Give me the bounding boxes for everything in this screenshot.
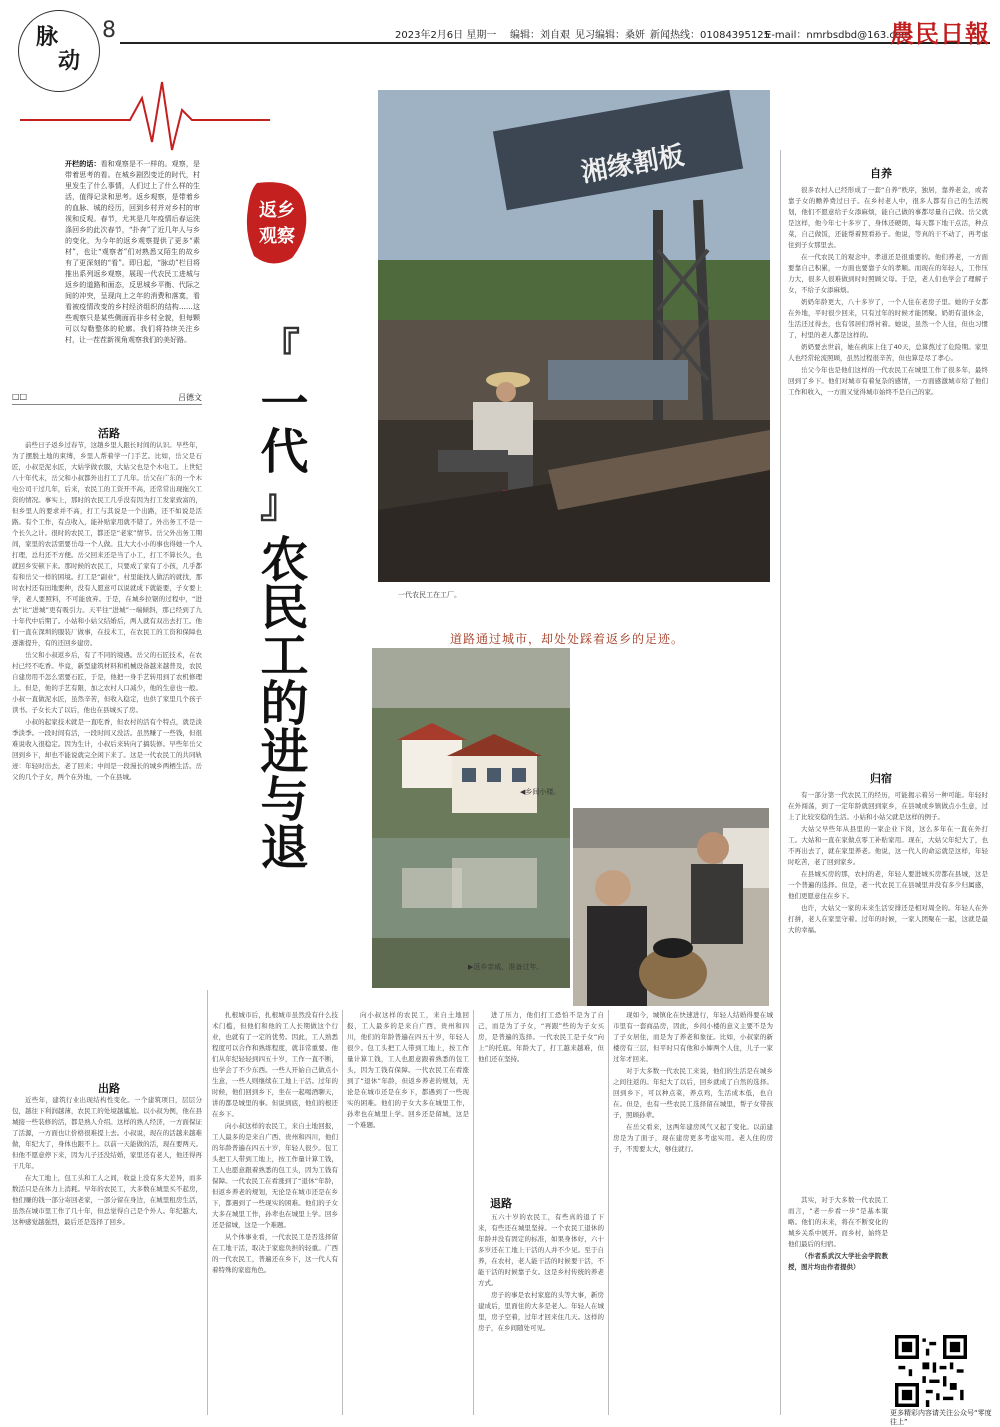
column-rule (207, 990, 208, 1415)
headline-rest: 农民工的进与退 (252, 534, 308, 870)
body-column-5 (613, 1010, 773, 1417)
paragraph: 对于大多数一代农民工来说，他们的生活是在城乡之间往返的。年纪大了以后，回乡就成了自然的选择。回到乡下，可以种点菜，养点鸡，生活成本低，也自在。但是，也有一些农民工选择留在城里，帮子女带孩子，照顾孙辈。 (613, 1067, 773, 1119)
body-column-2 (212, 1010, 338, 1417)
headline-open-quote: 『 (260, 324, 300, 371)
masthead (0, 0, 1000, 80)
photo-workshop-caption: 一代农民工在工厂。 (398, 591, 461, 599)
paragraph: 岳父今年也是他们这样的一代农民工在城里工作了很多年，最终回到了乡下。他们对城市有着复杂的感情，一方面感激城市给了他们工作和收入，一方面又觉得城市始终不是自己的家。 (788, 366, 988, 396)
body-column-1 (12, 440, 202, 1070)
seal-line-2: 观察 (259, 226, 295, 247)
body-column-4-top (478, 1010, 604, 1190)
subhead-huolu: 活路 (98, 427, 120, 440)
column-rule (473, 1010, 474, 1415)
qr-caption: 更多精彩内容请关注公众号“零度往上” (890, 1409, 992, 1426)
paragraph: 在县城买房的那，农村的老，年轻人要进城买房都在县城，这是一个普遍的选择。但是，老一代农民工在县城里并没有多少归属感，他们更愿意住在乡下。 (788, 870, 988, 900)
column-rule (608, 1010, 609, 1415)
paragraph: 现如今，城镇化在快速进行，年轻人结婚得要在城市里有一套商品房，因此，乡间小楼的意义主要不是为了子女居住，而是为了养老和象征。比如，小叔家的新楼房有三层，但平时只有他和小婶两个人住，儿子一家过年才回来。 (613, 1011, 773, 1063)
byline-rule (12, 404, 202, 405)
intro-lead: 开栏的话： (65, 159, 101, 168)
paragraph: 房子的事是农村家庭的头等大事，新房建成后，里面住的大多是老人。年轻人在城里，房子空着，过年才回来住几天。这样的房子，在乡间随处可见。 (478, 1291, 604, 1332)
column-intro (65, 158, 200, 346)
section-name-char-2: 动 (58, 48, 81, 74)
intro-text: 看和观察是不一样的。观察，是带着思考的看。在城乡剧烈变迁的时代，村里发生了什么事情，人们过上了什么样的生活，值得记录和思考。返乡观察，是带着乡的血脉、城的经历，回到乡村并对乡村的审视和反观。春节，尤其是几年疫情后春运洗涤回乡的此次春节，“扑奔”了近几年人与乡的变化，为今年的返乡观察提供了更多“素材”，也让“观察者”们对熟悉又陌生的故乡有了更深刻的“看”。即日起，“脉动”栏目将推出系列返乡观察，展现一代农民工进城与返乡的道路和面态，反思城乡平衡、代际之间的冲突，呈现向上之年的消费和落寞，看看被疫情改变的乡村经济组织的结构……这些观察只是某些侧面而非乡村全貌，但每颗可以勾勒整体的轮廓。我们将持续关注乡村，让一茬茬新视角观察我们的美好路。 (65, 160, 201, 344)
headline-close-quote: 』 (260, 480, 300, 527)
paragraph: 很多农村人已经形成了一套“自养”秩序，独居，靠养老金，或者靠子女的赡养费过日子。在乡村老人中，很多人都有自己的生活规划，他们不愿意给子女添麻烦，能自己做的事都尽量自己做。岳父就是这样，他今年七十多岁了，身体还硬朗，每天都下地干点活，种点菜，自己做饭，还能帮着照看孙子。他说，等真的干不动了，再考虑住到子女那里去。 (788, 186, 988, 249)
email: E-mail：nmrbsdbd@163.com (765, 30, 911, 41)
column-rule (780, 150, 781, 1415)
paragraph: 其实，对于大多数一代农民工而言，“老一步看一步”是基本策略。他们的未来，将在不断变化的城乡关系中展开。而乡村，始终是他们最后的归宿。 (788, 1196, 888, 1248)
paragraph: 向小叔这样的农民工，来自土地回报，工人最多的是来自广西、贵州和四川，他们的年龄普遍在四五十岁，年轻人很少。包工头把工人带到工地上，按工作量计算工钱，工人也愿意跟着熟悉的包工头，因为工钱有保障。一代农民工在看涨到了“退休”年龄，但返乡养老的规划，无论是在城市还是在乡下，都遇到了一些现实的困难。他们的子女大多在城里工作，孙辈也在城里上学。回乡还是留城，这是一个难题。 (212, 1122, 338, 1229)
paragraph: 在一代农民工的观念中，孝道还是很重要的。他们养老，一方面要靠自己积累，一方面也要靠子女的孝顺。而现在的年轻人，工作压力大，很多人很难做到时时照顾父母。于是，老人们也学会了理解子女，不给子女添麻烦。 (788, 253, 988, 294)
author-name: 吕德文 (178, 393, 202, 402)
column-rule (342, 1010, 343, 1415)
headline-quoted-word: 一代 (252, 378, 308, 474)
subhead-guisu: 归宿 (870, 772, 892, 785)
paragraph: 近些年，建筑行业出现结构性变化。一个建筑项目，层层分包，越往下利润越薄，农民工的处境越尴尬。以小叔为例，他在县城接一些装修的活，都是熟人介绍。这样的熟人经济，一方面保证了活源，一方面也让价格很难提上去。小叔说，现在的活越来越难做，年纪大了，身体也跟不上。以前一天能做的活，现在要两天。但他不愿意停下来，因为儿子还没结婚，家里还有老人，他还得再干几年。 (12, 1096, 202, 1170)
column-seal-icon (242, 178, 312, 268)
photo-village-house-caption: ◀乡间小楼。 (520, 788, 561, 796)
paragraph: 扎根城市后，扎根城市虽然没有什么技术门槛，但他们和他的工人长期做这个行业，也就有了一定的优势。因此，工人熟悉程度可以合作和熟练程度，就非常重要。他们从年纪轻轻到四五十岁，工作一直不断，也学会了不少东西。一些人开始自己做点小生意，一些人则继续在工地上干活。过年的时候，他们回到乡下，坐在一起喝酒聊天，讲的都是城里的事。但说到底，他们的根还在乡下。 (212, 1011, 338, 1118)
factory-sign-text: 湘缘割板 (578, 140, 687, 189)
issue-date: 2023年2月6日 星期一 (395, 30, 497, 41)
body-column-4-bottom (478, 1212, 604, 1417)
paragraph: 奶奶年龄更大，八十多岁了，一个人住在老房子里。她的子女都在外地，平时很少回来，只有过年的时候才能团聚。奶奶有退休金，生活还过得去，也有邻居们帮衬着。她说，虽然一个人住，但也习惯了，村里的老人都是这样的。 (788, 298, 988, 339)
trainee-editor: 见习编辑：桑妍 (575, 30, 645, 41)
author-note: （作者系武汉大学社会学院教授，图片均由作者提供） (788, 1252, 888, 1271)
seal-line-1: 返乡 (259, 200, 295, 221)
page-number: 8 (102, 18, 116, 43)
paragraph: 前些日子返乡过春节，这趟乡里人跟长时间的认识。早些年，为了摆脱土地的束缚，乡里人帮着学一门手艺。比如，岳父是石匠，小叔是泥水匠，大姑学做衣服，大姑父也是个木电工。上世纪八十年代末，岳父和小叔都外出打工了几年。岳父在广东的一个木电公司干过几年，后来，农民工的工资开不高，还常常出现拖欠工资的情况。事实上，那时的农民工几乎没有因为打工发家致富的，但乡里人的要求并不高，打工与其说是一个出路，还不如说是活路。有个工作，有点收入，能补贴家用就不错了。外出务工不是一个长久之计。很时的农民工，都还是“老家”情节。岳父外出务工期间，家里的农活需要岳母一个人做。且大大小小的事也得她一个人打理，总归还不方便。岳父回来还是当了小工，打工不算长久，也就回乡安顿下来。那时候的农民工，只要成了家有了小孩，几乎都有和岳父一样的困境。打工是“副业”，村里能找人做活的就找，那时农村还有田地要种，没有人愿意可以说就成下就能要，子女要上学，老人要照料，不可能放弃。于是，在城乡拉锯的过程中，“进去”比“进城”更有吸引力。天平往“进城”一端倾斜，那已经到了九十年代中后期了。小姑和小姑父结婚后，两人就有双出去打工。他们一直在深圳的服装厂做事，在技术工，在农民工的工资和保障也逐渐提升，有的还回乡建房。 (12, 441, 202, 647)
qr-code-icon[interactable] (895, 1335, 967, 1407)
paragraph: 从个体事业看，一代农民工是否选择留在工地干活，取决于家庭负担的轻重。广西的一代农民工，普遍还在乡下，这一代人有着特殊的家庭角色。 (212, 1233, 338, 1274)
photo-relatives (573, 808, 769, 1006)
editor: 编辑：刘自艰 (510, 30, 570, 41)
paragraph: 奶奶要去世前，她在病床上住了40天，总算熬过了危险期。家里人也经常轮流照顾，虽然过程很辛苦，但也算是尽了孝心。 (788, 343, 988, 362)
headline (250, 318, 310, 870)
paragraph: 向小叔这样的农民工，来自土地回报，工人最多的是来自广西、贵州和四川，他们的年龄普遍在四五十岁，年轻人很少。包工头把工人带到工地上，按工作量计算工钱，工人也愿意跟着熟悉的包工头，因为工钱有保障。一代农民工在看涨到了“退休”年龄，但返乡养老的规划，无论是在城市还是在乡下，都遇到了一些现实的困难。他们的子女大多在城里工作，孙辈也在城里上学。回乡还是留城，这是一个难题。 (347, 1011, 469, 1129)
news-hotline: 新闻热线：01084395125 (650, 30, 770, 41)
byline-label: □□ (12, 392, 28, 401)
paragraph: 岳父和小叔返乡后，有了不同的境遇。岳父的石匠技术，在农村已经不吃香。毕竟，新型建筑材料和机械设备越来越普及，农民自建房用不怎么需要石匠，于是，他把一身手艺转用到了农机修理上。但是，他的手艺有限，加之农村人口减少，他的生意也一般。小叔一直做泥水匠，虽然辛苦，但收入稳定，也供了家里几个孩子读书。子女长大了以后，他也在县城买了房。 (12, 651, 202, 714)
photo-village-house (372, 648, 570, 988)
paragraph: 也许，大姑父一家的未来生活安排还是相对周全的。年轻人在外打拼，老人在家里守着。过年的时候，一家人团聚在一起，这就是最大的幸福。 (788, 904, 988, 934)
header-rule (120, 42, 990, 44)
body-column-3 (347, 1010, 469, 1417)
paragraph: 进了压力，他们打工恐怕不是为了自己，而是为了子女，“再跟”些的为子女买房，是普遍的选择。一代农民工是子女“向上”的托底。年龄大了，打工越来越难，但他们还在坚持。 (478, 1011, 604, 1063)
newspaper-logo: 農民日報 (890, 19, 990, 48)
photo-relatives-caption: ▶返乡亲戚，准备过年。 (468, 963, 544, 971)
subhead-tuilu: 退路 (490, 1197, 512, 1210)
pulse-line-icon (20, 70, 270, 170)
body-column-right-top (788, 185, 988, 760)
paragraph: 大姑父早些年从县里的一家企业下岗，这么多年在一直在外打工。大姑和一直在家做点零工补贴家用。现在，大姑父年纪大了，也不再出去了，就在家里养老。他说，这一代人的命运就是这样，年轻时吃苦，老了回到家乡。 (788, 825, 988, 866)
paragraph: 有一部分第一代农民工的经历，可能揭示着另一种可能。年轻时在外闯荡，到了一定年龄就回到家乡，在县城或乡镇做点小生意，过上了比较安稳的生活。小姑和小姑父就是这样的例子。 (788, 791, 988, 821)
paragraph: 在岳父看来，这两年建房风气又起了变化。以前建房是为了面子，现在建房更多考虑实用。老人住的房子，不需要太大，够住就行。 (613, 1123, 773, 1153)
pull-quote: 道路通过城市，却处处踩着返乡的足迹。 (450, 632, 685, 646)
paragraph: 在大工地上，包工头和工人之间，收益上没有多大差异，而多数活只是在体力上消耗。早年的农民工，大多数在城里买不起房，他们赚的钱一部分寄回老家，一部分留在身边，在城里租房生活，虽然在城市里工作了几十年，但总觉得自己是个外人。年纪越大，这种感觉越强烈，最后还是选择了回乡。 (12, 1174, 202, 1226)
body-column-right-bottom (788, 1195, 888, 1415)
body-column-right-middle (788, 790, 988, 1190)
paragraph: 小叔的起家技术就是一直吃香，但农村的活有个特点，就是淡季淡季。一段时间有活，一段时间又没活。虽然赚了一些钱，但很难说收入很稳定。因为生计，小叔后来转向了搞装修。早些年岳父回到乡下，却也不能说就完全闲下来了。这是一代农民工的共同轨迹：年轻时出去，老了回来；中间是一段漫长的城乡两栖生活。岳父的几个子女，两个在外地，一个在县城。 (12, 718, 202, 781)
subhead-ziyang: 自养 (870, 167, 892, 180)
subhead-chulu: 出路 (98, 1082, 120, 1095)
paragraph: 五六十岁的农民工，有些真的退了下来，有些还在城里坚持。一个农民工退休的年龄并没有固定的标准，如果身体好，六十多岁还在工地上干活的人并不少见。至于自养，在农村，老人能干活的时候要干活，不能干活的时候靠子女。这是乡村传统的养老方式。 (478, 1213, 604, 1287)
photo-workshop (378, 90, 770, 582)
body-column-1-lower (12, 1095, 202, 1417)
section-name-char-1: 脉 (36, 24, 59, 50)
